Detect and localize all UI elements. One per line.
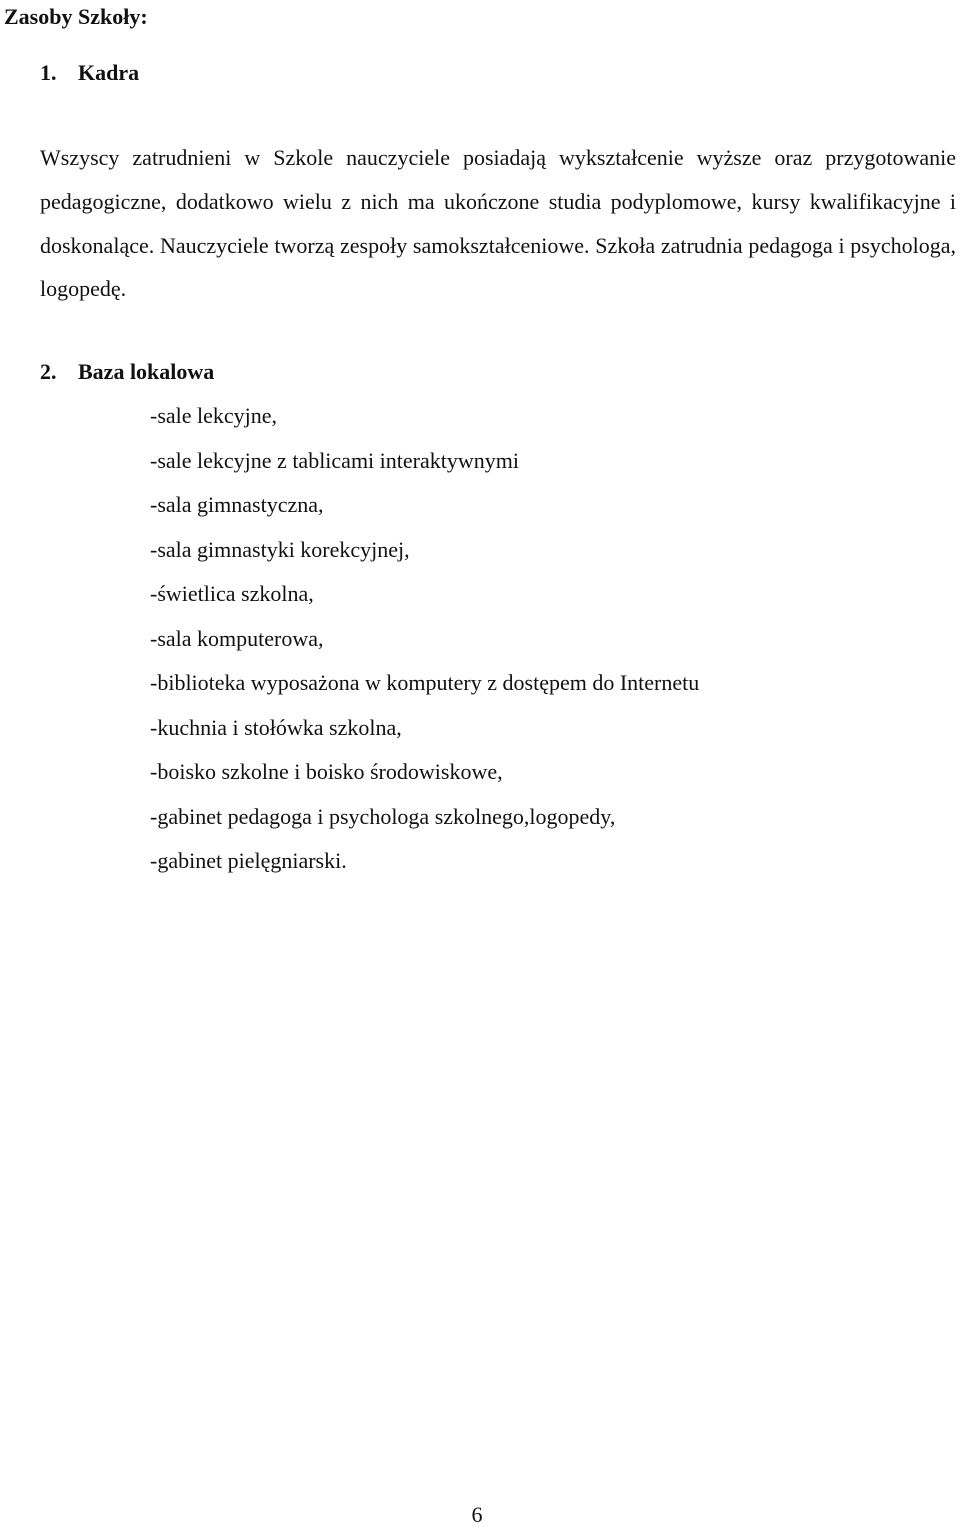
section-title: Kadra (78, 60, 140, 85)
list-item: -sale lekcyjne, (150, 403, 278, 428)
list-item: -sala gimnastyki korekcyjnej, (150, 536, 410, 562)
section-heading-kadra (40, 58, 139, 88)
list-item: -biblioteka wyposażona w komputery z dostępem do Internetu (150, 670, 700, 695)
page-number: 6 (471, 1502, 483, 1527)
list-item: -kuchnia i stołówka szkolna, (150, 714, 402, 740)
kadra-paragraph: Wszyscy zatrudnieni w Szkole nauczyciele posiadają wykształcenie wyższe oraz przygotowanie pedagogiczne, dodatkowo wielu z nich ma ukończone studia podyplomowe, kursy kwalifikacyjne i doskonalące. Nauczyciele tworzą zespoły samokształceniowe. Szkoła zatrudnia pedagoga i psychologa, logopedę. (40, 145, 956, 302)
list-item: -sale lekcyjne z tablicami interaktywnymi (150, 447, 519, 473)
document-title: Zasoby Szkoły: (4, 4, 148, 29)
list-item: -sala gimnastyczna, (150, 492, 324, 517)
list-item: -gabinet pielęgniarski. (150, 848, 347, 873)
list-item: -gabinet pedagoga i psychologa szkolnego,logopedy, (150, 803, 616, 829)
list-item: -boisko szkolne i boisko środowiskowe, (150, 759, 503, 784)
list-item: -świetlica szkolna, (150, 581, 314, 606)
section-number: 1. (40, 60, 57, 85)
section-title: Baza lokalowa (78, 359, 215, 384)
list-item: -sala komputerowa, (150, 625, 324, 651)
section-number: 2. (40, 359, 57, 384)
resource-list (150, 394, 699, 884)
section-heading-baza-lokalowa (40, 357, 214, 387)
